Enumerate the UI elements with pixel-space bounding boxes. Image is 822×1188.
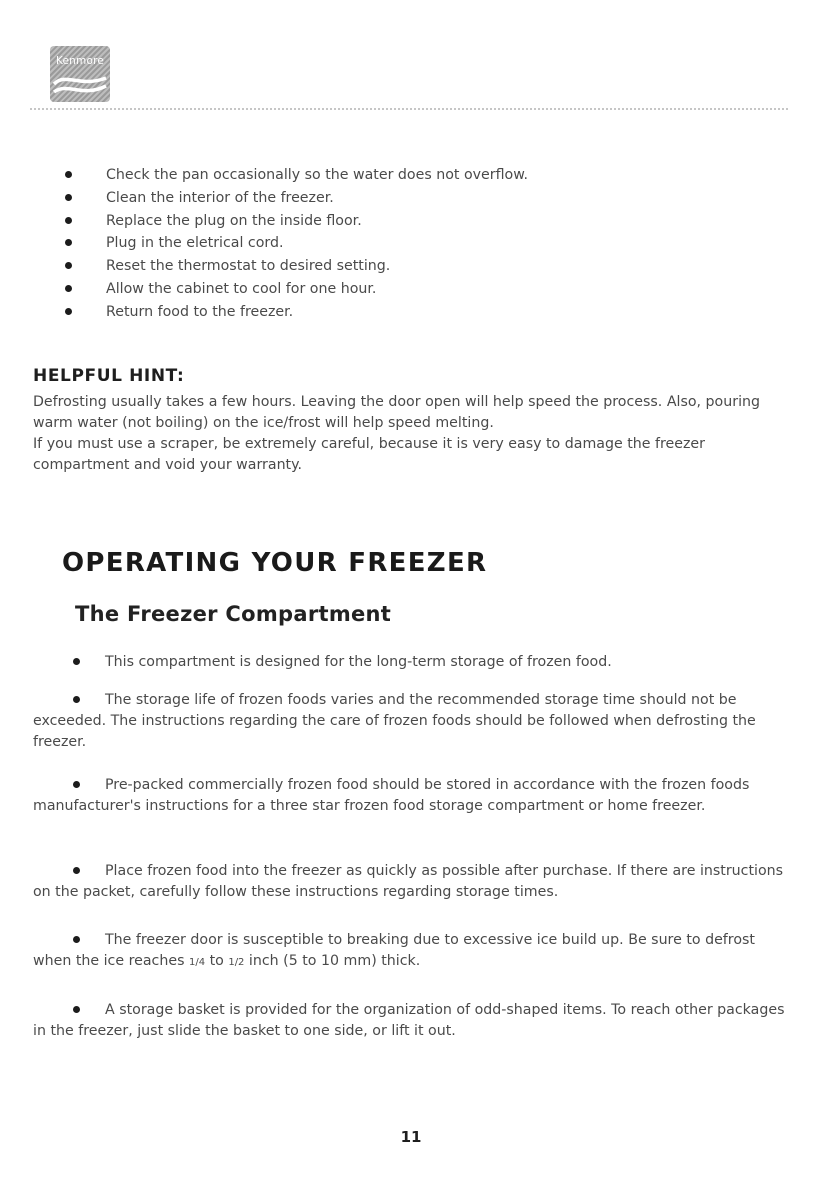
fraction-half: 1/2 xyxy=(228,957,245,968)
bullet-icon xyxy=(73,936,80,943)
wave-icon xyxy=(50,70,110,102)
page-number: 11 xyxy=(400,1128,422,1146)
hint-paragraph: Defrosting usually takes a few hours. Leaving the door open will help speed the process. Also, pouring warm water (not boiling) on the ice/frost will help speed melting. xyxy=(33,394,761,431)
helpful-hint-body xyxy=(33,392,793,476)
bullet-icon xyxy=(65,239,72,246)
bullet-icon xyxy=(73,696,80,703)
defrost-steps-list xyxy=(64,166,764,326)
bullet-icon xyxy=(73,867,80,874)
freezer-item-6: A storage basket is provided for the organization of odd-shaped items. To reach other packages in the freezer, just slide the basket to one side, or lift it out. xyxy=(33,1002,785,1039)
list-item: Check the pan occasionally so the water does not overflow. xyxy=(64,166,764,189)
bullet-icon xyxy=(65,171,72,178)
freezer-item-3: Pre-packed commercially frozen food should be stored in accordance with the frozen foods manufacturer's instructions for a three star frozen food storage compartment or home freezer. xyxy=(33,777,750,814)
bullet-icon xyxy=(65,217,72,224)
freezer-item-4: Place frozen food into the freezer as quickly as possible after purchase. If there are instructions on the packet, carefully follow these instructions regarding storage times. xyxy=(33,863,784,900)
bullet-icon xyxy=(65,308,72,315)
header-divider xyxy=(30,108,788,110)
hint-paragraph: If you must use a scraper, be extremely careful, because it is very easy to damage the freezer compartment and void your warranty. xyxy=(33,436,705,473)
helpful-hint-title: HELPFUL HINT: xyxy=(33,366,185,386)
list-item: Reset the thermostat to desired setting. xyxy=(64,257,764,280)
list-item: Plug in the eletrical cord. xyxy=(64,234,764,257)
fraction-quarter: 1/4 xyxy=(188,957,206,968)
list-item: Replace the plug on the inside floor. xyxy=(64,212,764,235)
kenmore-logo xyxy=(50,46,110,102)
freezer-item-1: This compartment is designed for the long-term storage of frozen food. xyxy=(33,652,793,673)
list-item: Clean the interior of the freezer. xyxy=(64,189,764,212)
list-item: Return food to the freezer. xyxy=(64,303,764,326)
bullet-icon xyxy=(65,285,72,292)
logo-text: Kenmore xyxy=(55,55,105,67)
freezer-item-5: The freezer door is susceptible to breaking due to excessive ice build up. Be sure to defrost when the ice reaches 1/4 to 1/2 inch (5 to 10 mm) thick. xyxy=(33,932,755,969)
bullet-icon xyxy=(73,781,80,788)
freezer-item-2: The storage life of frozen foods varies and the recommended storage time should not be exceeded. The instructions regarding the care of frozen foods should be followed when defrosting the freezer. xyxy=(33,692,756,750)
bullet-icon xyxy=(65,262,72,269)
section-title: OPERATING YOUR FREEZER xyxy=(62,548,488,578)
section-subtitle: The Freezer Compartment xyxy=(75,602,392,626)
list-item: Allow the cabinet to cool for one hour. xyxy=(64,280,764,303)
bullet-icon xyxy=(73,1006,80,1013)
bullet-icon xyxy=(65,194,72,201)
bullet-icon xyxy=(73,658,80,665)
